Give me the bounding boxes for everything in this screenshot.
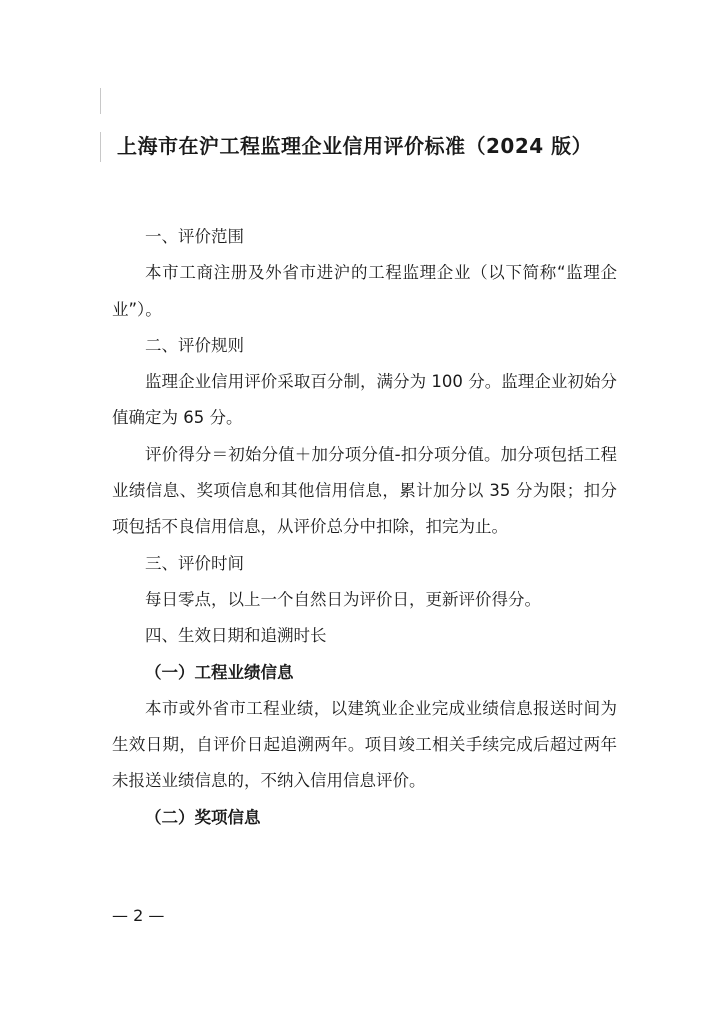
paragraph-scope: 本市工商注册及外省市进沪的工程监理企业（以下简称“监理企业”）。	[112, 263, 617, 319]
paragraph-time: 每日零点，以上一个自然日为评价日，更新评价得分。	[145, 589, 541, 609]
paragraph-rules-score: 监理企业信用评价采取百分制，满分为 100 分。监理企业初始分值确定为 65 分。	[112, 372, 617, 428]
document-title: 上海市在沪工程监理企业信用评价标准（2024 版）	[117, 134, 593, 158]
page-number: — 2 —	[112, 906, 165, 925]
document-body	[112, 219, 617, 836]
paragraph-rules-formula: 评价得分＝初始分值＋加分项分值-扣分项分值。加分项包括工程业绩信息、奖项信息和其他信用信息，累计加分以 35 分为限；扣分项包括不良信用信息，从评价总分中扣除，扣完为止。	[112, 444, 617, 537]
section-heading-time: 三、评价时间	[145, 553, 244, 573]
section-heading-scope: 一、评价范围	[145, 227, 244, 246]
margin-line-lower	[100, 132, 101, 162]
subheading-project-performance: （一）工程业绩信息	[145, 662, 294, 682]
margin-line-upper	[100, 88, 101, 114]
section-heading-rules: 二、评价规则	[145, 335, 244, 355]
section-heading-effective-date: 四、生效日期和追溯时长	[145, 626, 327, 646]
subheading-awards: （二）奖项信息	[145, 807, 261, 827]
paragraph-project-performance: 本市或外省市工程业绩，以建筑业企业完成业绩信息报送时间为生效日期，自评价日起追溯两年。项目竣工相关手续完成后超过两年未报送业绩信息的，不纳入信用信息评价。	[112, 698, 617, 791]
